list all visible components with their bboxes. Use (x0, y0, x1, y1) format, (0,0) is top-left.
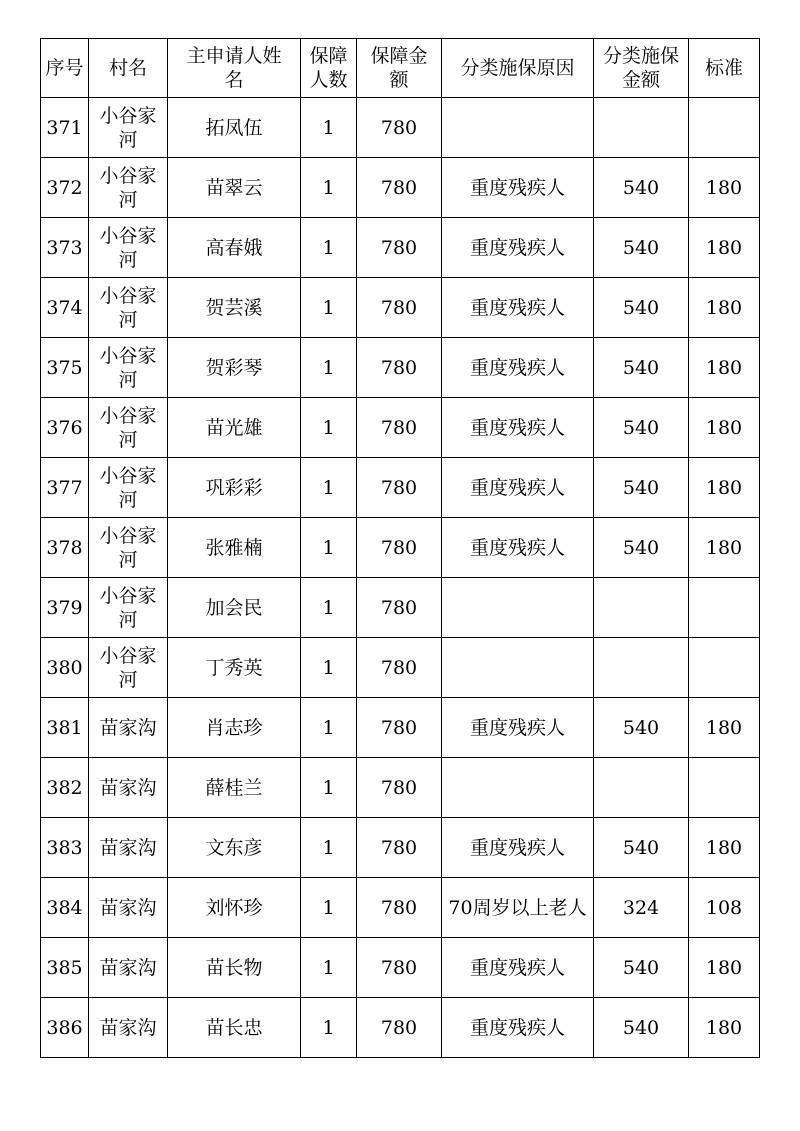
cell-reason: 重度残疾人 (442, 278, 594, 338)
header-reason: 分类施保原因 (442, 39, 594, 98)
header-class-amount: 分类施保金额 (594, 39, 689, 98)
cell-persons: 1 (301, 518, 357, 578)
cell-reason: 重度残疾人 (442, 818, 594, 878)
table-row (41, 338, 760, 398)
table-row (41, 998, 760, 1058)
village-label: 苗家沟 (99, 956, 157, 979)
cell-reason: 重度残疾人 (442, 458, 594, 518)
cell-class-amount: 540 (594, 938, 689, 998)
cell-applicant: 丁秀英 (168, 638, 301, 698)
cell-index: 378 (41, 518, 89, 578)
cell-class-amount: 540 (594, 998, 689, 1058)
cell-standard: 180 (689, 698, 760, 758)
table-row (41, 518, 760, 578)
cell-standard: 180 (689, 818, 760, 878)
cell-class-amount: 540 (594, 458, 689, 518)
table-row (41, 218, 760, 278)
cell-applicant: 贺彩琴 (168, 338, 301, 398)
cell-reason (442, 758, 594, 818)
cell-reason: 重度残疾人 (442, 218, 594, 278)
cell-village (89, 938, 168, 998)
cell-applicant: 拓凤伍 (168, 98, 301, 158)
table-row (41, 278, 760, 338)
cell-village (89, 758, 168, 818)
cell-index: 386 (41, 998, 89, 1058)
cell-reason: 重度残疾人 (442, 938, 594, 998)
village-label: 小谷家河 (99, 224, 157, 271)
cell-amount: 780 (357, 398, 442, 458)
cell-village (89, 458, 168, 518)
village-label: 苗家沟 (99, 776, 157, 799)
cell-applicant: 苗长忠 (168, 998, 301, 1058)
cell-standard (689, 758, 760, 818)
cell-amount: 780 (357, 938, 442, 998)
cell-amount: 780 (357, 458, 442, 518)
village-label: 小谷家河 (99, 524, 157, 571)
cell-reason (442, 578, 594, 638)
cell-index: 383 (41, 818, 89, 878)
header-amount: 保障金额 (357, 39, 442, 98)
cell-persons: 1 (301, 398, 357, 458)
table-row (41, 818, 760, 878)
village-label: 小谷家河 (99, 464, 157, 511)
cell-class-amount: 540 (594, 518, 689, 578)
cell-standard (689, 98, 760, 158)
cell-village (89, 518, 168, 578)
cell-standard: 180 (689, 158, 760, 218)
cell-applicant: 贺芸溪 (168, 278, 301, 338)
cell-persons: 1 (301, 998, 357, 1058)
village-label: 苗家沟 (99, 836, 157, 859)
cell-reason: 重度残疾人 (442, 158, 594, 218)
cell-village (89, 218, 168, 278)
cell-reason: 重度残疾人 (442, 698, 594, 758)
cell-standard (689, 578, 760, 638)
cell-index: 374 (41, 278, 89, 338)
cell-standard: 180 (689, 938, 760, 998)
header-standard: 标准 (689, 39, 760, 98)
cell-village (89, 338, 168, 398)
cell-amount: 780 (357, 758, 442, 818)
cell-class-amount (594, 578, 689, 638)
cell-class-amount: 540 (594, 278, 689, 338)
cell-index: 379 (41, 578, 89, 638)
cell-reason: 重度残疾人 (442, 338, 594, 398)
cell-index: 373 (41, 218, 89, 278)
cell-village (89, 578, 168, 638)
header-persons: 保障人数 (301, 39, 357, 98)
cell-index: 372 (41, 158, 89, 218)
cell-index: 380 (41, 638, 89, 698)
cell-applicant: 文东彦 (168, 818, 301, 878)
table-body (41, 98, 760, 1058)
cell-index: 385 (41, 938, 89, 998)
cell-reason: 重度残疾人 (442, 998, 594, 1058)
cell-standard: 180 (689, 998, 760, 1058)
cell-standard: 180 (689, 518, 760, 578)
cell-village (89, 98, 168, 158)
village-label: 小谷家河 (99, 104, 157, 151)
table-row (41, 578, 760, 638)
table-row (41, 938, 760, 998)
cell-amount: 780 (357, 338, 442, 398)
cell-village (89, 278, 168, 338)
cell-amount: 780 (357, 518, 442, 578)
header-row (41, 39, 760, 98)
village-label: 小谷家河 (99, 404, 157, 451)
cell-class-amount: 540 (594, 698, 689, 758)
cell-class-amount: 540 (594, 398, 689, 458)
table-row (41, 458, 760, 518)
cell-standard: 180 (689, 278, 760, 338)
cell-persons: 1 (301, 698, 357, 758)
cell-amount: 780 (357, 278, 442, 338)
cell-applicant: 苗长物 (168, 938, 301, 998)
cell-persons: 1 (301, 818, 357, 878)
cell-persons: 1 (301, 938, 357, 998)
cell-standard: 108 (689, 878, 760, 938)
village-label: 小谷家河 (99, 644, 157, 691)
cell-persons: 1 (301, 338, 357, 398)
header-index: 序号 (41, 39, 89, 98)
cell-amount: 780 (357, 218, 442, 278)
cell-village (89, 818, 168, 878)
cell-applicant: 巩彩彩 (168, 458, 301, 518)
cell-reason: 70周岁以上老人 (442, 878, 594, 938)
table-row (41, 758, 760, 818)
village-label: 小谷家河 (99, 284, 157, 331)
cell-standard: 180 (689, 458, 760, 518)
village-label: 小谷家河 (99, 584, 157, 631)
cell-amount: 780 (357, 698, 442, 758)
cell-persons: 1 (301, 758, 357, 818)
cell-amount: 780 (357, 638, 442, 698)
cell-reason: 重度残疾人 (442, 518, 594, 578)
header-applicant: 主申请人姓名 (168, 39, 301, 98)
cell-index: 381 (41, 698, 89, 758)
data-table (40, 38, 760, 1058)
cell-village (89, 878, 168, 938)
cell-village (89, 638, 168, 698)
cell-class-amount: 540 (594, 338, 689, 398)
cell-standard: 180 (689, 398, 760, 458)
village-label: 苗家沟 (99, 896, 157, 919)
table-row (41, 398, 760, 458)
cell-amount: 780 (357, 818, 442, 878)
cell-index: 377 (41, 458, 89, 518)
cell-persons: 1 (301, 278, 357, 338)
table-row (41, 638, 760, 698)
cell-amount: 780 (357, 158, 442, 218)
cell-persons: 1 (301, 878, 357, 938)
cell-applicant: 刘怀珍 (168, 878, 301, 938)
table-row (41, 698, 760, 758)
cell-reason (442, 638, 594, 698)
cell-applicant: 高春娥 (168, 218, 301, 278)
cell-persons: 1 (301, 158, 357, 218)
cell-reason: 重度残疾人 (442, 398, 594, 458)
cell-class-amount: 540 (594, 158, 689, 218)
village-label: 小谷家河 (99, 164, 157, 211)
cell-persons: 1 (301, 578, 357, 638)
cell-applicant: 张雅楠 (168, 518, 301, 578)
cell-index: 382 (41, 758, 89, 818)
header-village: 村名 (89, 39, 168, 98)
cell-index: 375 (41, 338, 89, 398)
village-label: 小谷家河 (99, 344, 157, 391)
cell-applicant: 加会民 (168, 578, 301, 638)
table-row (41, 158, 760, 218)
cell-village (89, 998, 168, 1058)
cell-index: 376 (41, 398, 89, 458)
cell-reason (442, 98, 594, 158)
cell-applicant: 薛桂兰 (168, 758, 301, 818)
village-label: 苗家沟 (99, 1016, 157, 1039)
cell-standard: 180 (689, 338, 760, 398)
cell-index: 384 (41, 878, 89, 938)
cell-index: 371 (41, 98, 89, 158)
cell-village (89, 398, 168, 458)
cell-applicant: 苗光雄 (168, 398, 301, 458)
cell-village (89, 698, 168, 758)
cell-persons: 1 (301, 638, 357, 698)
cell-class-amount (594, 758, 689, 818)
cell-applicant: 苗翠云 (168, 158, 301, 218)
cell-class-amount: 540 (594, 218, 689, 278)
cell-class-amount: 324 (594, 878, 689, 938)
village-label: 苗家沟 (99, 716, 157, 739)
cell-amount: 780 (357, 998, 442, 1058)
cell-standard: 180 (689, 218, 760, 278)
cell-persons: 1 (301, 98, 357, 158)
cell-class-amount (594, 98, 689, 158)
cell-class-amount: 540 (594, 818, 689, 878)
table-row (41, 878, 760, 938)
cell-standard (689, 638, 760, 698)
cell-persons: 1 (301, 218, 357, 278)
cell-amount: 780 (357, 98, 442, 158)
cell-class-amount (594, 638, 689, 698)
cell-amount: 780 (357, 578, 442, 638)
cell-persons: 1 (301, 458, 357, 518)
cell-applicant: 肖志珍 (168, 698, 301, 758)
cell-village (89, 158, 168, 218)
table-row (41, 98, 760, 158)
cell-amount: 780 (357, 878, 442, 938)
